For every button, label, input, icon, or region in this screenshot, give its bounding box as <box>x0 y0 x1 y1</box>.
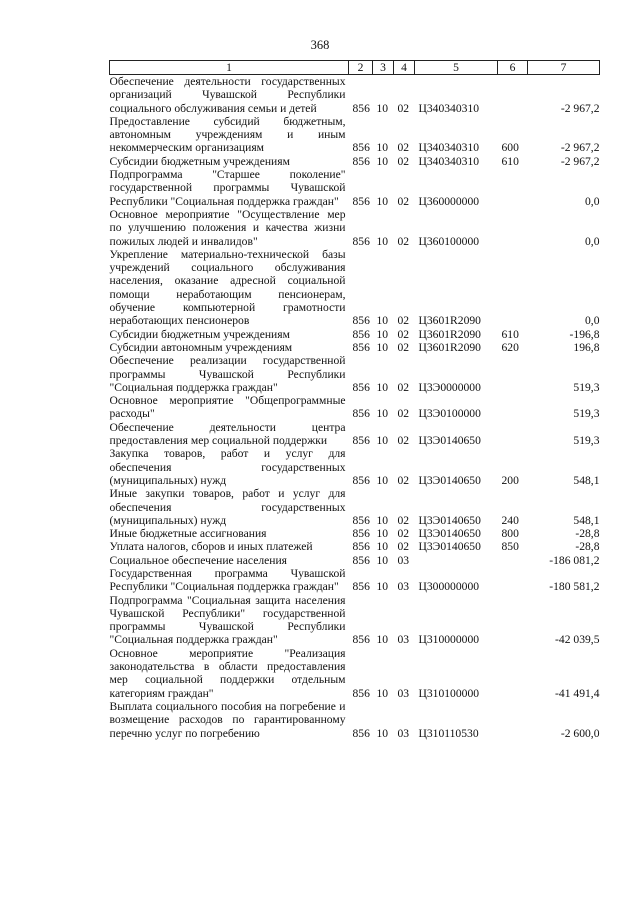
row-amount: -2 600,0 <box>560 726 600 740</box>
table-row <box>110 394 600 421</box>
row-amount: 519,3 <box>573 434 600 448</box>
row-amount: 0,0 <box>585 194 600 208</box>
row-target-article-code <box>415 554 498 567</box>
row-section-code: 10 <box>376 686 389 700</box>
row-expense-type-code <box>498 700 528 740</box>
row-name: Подпрограмма "Старшее поколение" государственной программы Чувашской Республики "Социальная поддержка граждан" <box>109 168 346 208</box>
table-row <box>110 700 600 740</box>
row-subsection-code: 02 <box>397 194 410 208</box>
row-target-article-code: Ц3Э0000000 <box>418 380 481 394</box>
row-expense-type-code <box>498 647 528 700</box>
row-name: Субсидии автономным учреждениям <box>109 340 293 354</box>
row-target-article-code: Ц310110530 <box>418 726 479 740</box>
row-subsection-code: 02 <box>397 473 410 487</box>
row-section-code: 10 <box>376 633 389 647</box>
table-row <box>110 248 600 328</box>
row-ministry-code: 856 <box>352 553 370 567</box>
row-amount: 548,1 <box>573 513 600 527</box>
row-name: Закупка товаров, работ и услуг для обеспечения государственных (муниципальных) нужд <box>109 447 346 487</box>
row-target-article-code: Ц310100000 <box>418 686 480 700</box>
column-header: 7 <box>528 61 600 75</box>
row-section-code: 10 <box>376 580 389 594</box>
row-name: Обеспечение деятельности центра предоставления мер социальной поддержки <box>109 420 346 448</box>
row-target-article-code: Ц3Э0140650 <box>418 540 481 554</box>
row-ministry-code: 856 <box>352 194 370 208</box>
row-subsection-code: 02 <box>397 314 410 328</box>
row-target-article-code: Ц300000000 <box>418 580 480 594</box>
row-expense-type-code <box>498 248 528 328</box>
row-subsection-code: 02 <box>397 141 410 155</box>
row-ministry-code: 856 <box>352 540 370 554</box>
row-name: Подпрограмма "Социальная защита населения Чувашской Республики" государственной программы Чувашской Республики "Социальная поддержка граждан" <box>109 593 346 647</box>
row-ministry-code: 856 <box>352 580 370 594</box>
table-row <box>110 168 600 208</box>
row-target-article-code: Ц340340310 <box>418 101 480 115</box>
row-subsection-code: 02 <box>397 154 410 168</box>
row-target-article-code: Ц340340310 <box>418 141 480 155</box>
row-subsection-code: 02 <box>397 327 410 341</box>
table-row <box>110 328 600 341</box>
table-row <box>110 208 600 248</box>
column-header: 5 <box>415 61 498 75</box>
row-amount: -2 967,2 <box>560 154 600 168</box>
budget-table <box>109 60 600 740</box>
row-name: Основное мероприятие "Реализация законодательства в области предоставления мер социальной поддержки отдельным категориям граждан" <box>109 646 346 700</box>
row-ministry-code: 856 <box>352 327 370 341</box>
row-amount: -186 081,2 <box>549 553 600 567</box>
row-ministry-code: 856 <box>352 527 370 541</box>
row-name: Основное мероприятие "Осуществление мер по улучшению положения и качества жизни пожилых людей и инвалидов" <box>109 207 346 248</box>
table-row <box>110 594 600 647</box>
row-name: Выплата социального пособия на погребение и возмещение расходов по гарантированному перечню услуг по погребению <box>109 699 346 740</box>
table-row <box>110 527 600 540</box>
row-name: Иные бюджетные ассигнования <box>109 527 267 541</box>
row-section-code: 10 <box>376 154 389 168</box>
row-subsection-code: 03 <box>397 580 410 594</box>
table-row <box>110 554 600 567</box>
row-amount: 548,1 <box>573 473 600 487</box>
row-name: Иные закупки товаров, работ и услуг для обеспечения государственных (муниципальных) нужд <box>109 487 346 527</box>
row-target-article-code: Ц3Э0100000 <box>418 407 481 421</box>
row-name: Субсидии бюджетным учреждениям <box>109 327 290 341</box>
row-section-code: 10 <box>376 473 389 487</box>
table-row <box>110 487 600 527</box>
table-row <box>110 75 600 115</box>
row-expense-type-code <box>498 394 528 421</box>
row-section-code: 10 <box>376 314 389 328</box>
row-ministry-code: 856 <box>352 726 370 740</box>
row-subsection-code: 03 <box>397 686 410 700</box>
row-expense-type-code: 600 <box>501 141 519 155</box>
row-amount: 196,8 <box>573 340 600 354</box>
row-ministry-code: 856 <box>352 513 370 527</box>
row-expense-type-code <box>498 208 528 248</box>
row-section-code: 10 <box>376 434 389 448</box>
column-header: 4 <box>394 61 415 75</box>
row-section-code: 10 <box>376 380 389 394</box>
row-subsection-code: 02 <box>397 234 410 248</box>
row-expense-type-code <box>498 594 528 647</box>
row-amount: 519,3 <box>573 407 600 421</box>
row-name: Субсидии бюджетным учреждениям <box>109 154 290 168</box>
row-ministry-code: 856 <box>352 473 370 487</box>
row-expense-type-code <box>498 354 528 394</box>
row-subsection-code: 02 <box>397 540 410 554</box>
row-amount: -42 039,5 <box>555 633 600 647</box>
row-subsection-code: 02 <box>397 101 410 115</box>
table-row <box>110 421 600 448</box>
row-amount: -28,8 <box>575 540 600 554</box>
row-section-code: 10 <box>376 540 389 554</box>
row-section-code: 10 <box>376 234 389 248</box>
row-amount: -180 581,2 <box>549 580 600 594</box>
row-amount: -2 967,2 <box>560 101 600 115</box>
table-row <box>110 540 600 553</box>
column-header: 6 <box>498 61 528 75</box>
row-section-code: 10 <box>376 101 389 115</box>
row-subsection-code: 02 <box>397 434 410 448</box>
row-ministry-code: 856 <box>352 101 370 115</box>
row-section-code: 10 <box>376 327 389 341</box>
table-header-row <box>110 61 600 75</box>
row-amount: -196,8 <box>569 327 600 341</box>
row-subsection-code: 02 <box>397 380 410 394</box>
row-expense-type-code: 240 <box>501 513 519 527</box>
table-row <box>110 354 600 394</box>
row-subsection-code: 02 <box>397 527 410 541</box>
row-ministry-code: 856 <box>352 434 370 448</box>
column-header: 1 <box>110 61 349 75</box>
row-expense-type-code: 610 <box>501 154 519 168</box>
column-header: 3 <box>373 61 394 75</box>
row-target-article-code: Ц3601R2090 <box>418 314 481 328</box>
row-target-article-code: Ц310000000 <box>418 633 480 647</box>
row-target-article-code: Ц3Э0140650 <box>418 513 481 527</box>
row-amount: -28,8 <box>575 527 600 541</box>
table-row <box>110 115 600 155</box>
table-row <box>110 647 600 700</box>
row-section-code: 10 <box>376 340 389 354</box>
table-row <box>110 447 600 487</box>
row-ministry-code: 856 <box>352 314 370 328</box>
row-name: Уплата налогов, сборов и иных платежей <box>109 540 313 554</box>
row-name: Обеспечение деятельности государственных организаций Чувашской Республики социального обслуживания семьи и детей <box>109 75 346 115</box>
row-expense-type-code: 610 <box>501 327 519 341</box>
row-expense-type-code <box>498 168 528 208</box>
row-ministry-code: 856 <box>352 234 370 248</box>
row-ministry-code: 856 <box>352 633 370 647</box>
row-section-code: 10 <box>376 141 389 155</box>
row-target-article-code: Ц3Э0140650 <box>418 473 481 487</box>
row-amount: 519,3 <box>573 380 600 394</box>
row-section-code: 10 <box>376 407 389 421</box>
row-subsection-code: 03 <box>397 726 410 740</box>
row-expense-type-code <box>498 75 528 115</box>
table-row <box>110 567 600 594</box>
row-target-article-code: Ц3Э0140650 <box>418 434 481 448</box>
table-row <box>110 155 600 168</box>
row-expense-type-code: 850 <box>501 540 519 554</box>
row-subsection-code: 03 <box>397 633 410 647</box>
row-amount: 0,0 <box>585 234 600 248</box>
row-target-article-code: Ц360000000 <box>418 194 480 208</box>
table-row <box>110 341 600 354</box>
row-expense-type-code <box>498 567 528 594</box>
row-target-article-code: Ц3601R2090 <box>418 327 481 341</box>
row-name: Основное мероприятие "Общепрограммные расходы" <box>109 394 346 421</box>
row-target-article-code: Ц360100000 <box>418 234 480 248</box>
page-number: 368 <box>310 38 330 52</box>
row-name: Обеспечение реализации государственной программы Чувашской Республики "Социальная поддержка граждан" <box>109 354 346 394</box>
row-ministry-code: 856 <box>352 380 370 394</box>
row-section-code: 10 <box>376 194 389 208</box>
column-header: 2 <box>349 61 373 75</box>
row-ministry-code: 856 <box>352 340 370 354</box>
row-section-code: 10 <box>376 513 389 527</box>
row-ministry-code: 856 <box>352 407 370 421</box>
row-section-code: 10 <box>376 527 389 541</box>
row-expense-type-code <box>498 421 528 448</box>
row-subsection-code: 02 <box>397 513 410 527</box>
row-subsection-code: 02 <box>397 340 410 354</box>
row-target-article-code: Ц3Э0140650 <box>418 527 481 541</box>
row-name: Укрепление материально-технической базы учреждений социального обслуживания населения, оказание адресной социальной помощи неработающим пенсионерам, обучение компьютерной грамотности неработающих пенсионеров <box>109 247 346 328</box>
row-subsection-code: 03 <box>397 553 410 567</box>
row-section-code: 10 <box>376 726 389 740</box>
row-expense-type-code: 200 <box>501 473 519 487</box>
row-subsection-code: 02 <box>397 407 410 421</box>
row-expense-type-code <box>498 554 528 567</box>
row-name: Предоставление субсидий бюджетным, автономным учреждениям и иным некоммерческим организациям <box>109 114 346 155</box>
row-ministry-code: 856 <box>352 141 370 155</box>
row-amount: 0,0 <box>585 314 600 328</box>
row-expense-type-code: 620 <box>501 340 519 354</box>
row-amount: -41 491,4 <box>555 686 600 700</box>
row-target-article-code: Ц340340310 <box>418 154 480 168</box>
row-ministry-code: 856 <box>352 686 370 700</box>
row-expense-type-code: 800 <box>501 527 519 541</box>
row-target-article-code: Ц3601R2090 <box>418 340 481 354</box>
row-name: Социальное обеспечение населения <box>109 553 288 567</box>
row-section-code: 10 <box>376 553 389 567</box>
row-amount: -2 967,2 <box>560 141 600 155</box>
row-name: Государственная программа Чувашской Республики "Социальная поддержка граждан" <box>109 566 346 594</box>
row-ministry-code: 856 <box>352 154 370 168</box>
